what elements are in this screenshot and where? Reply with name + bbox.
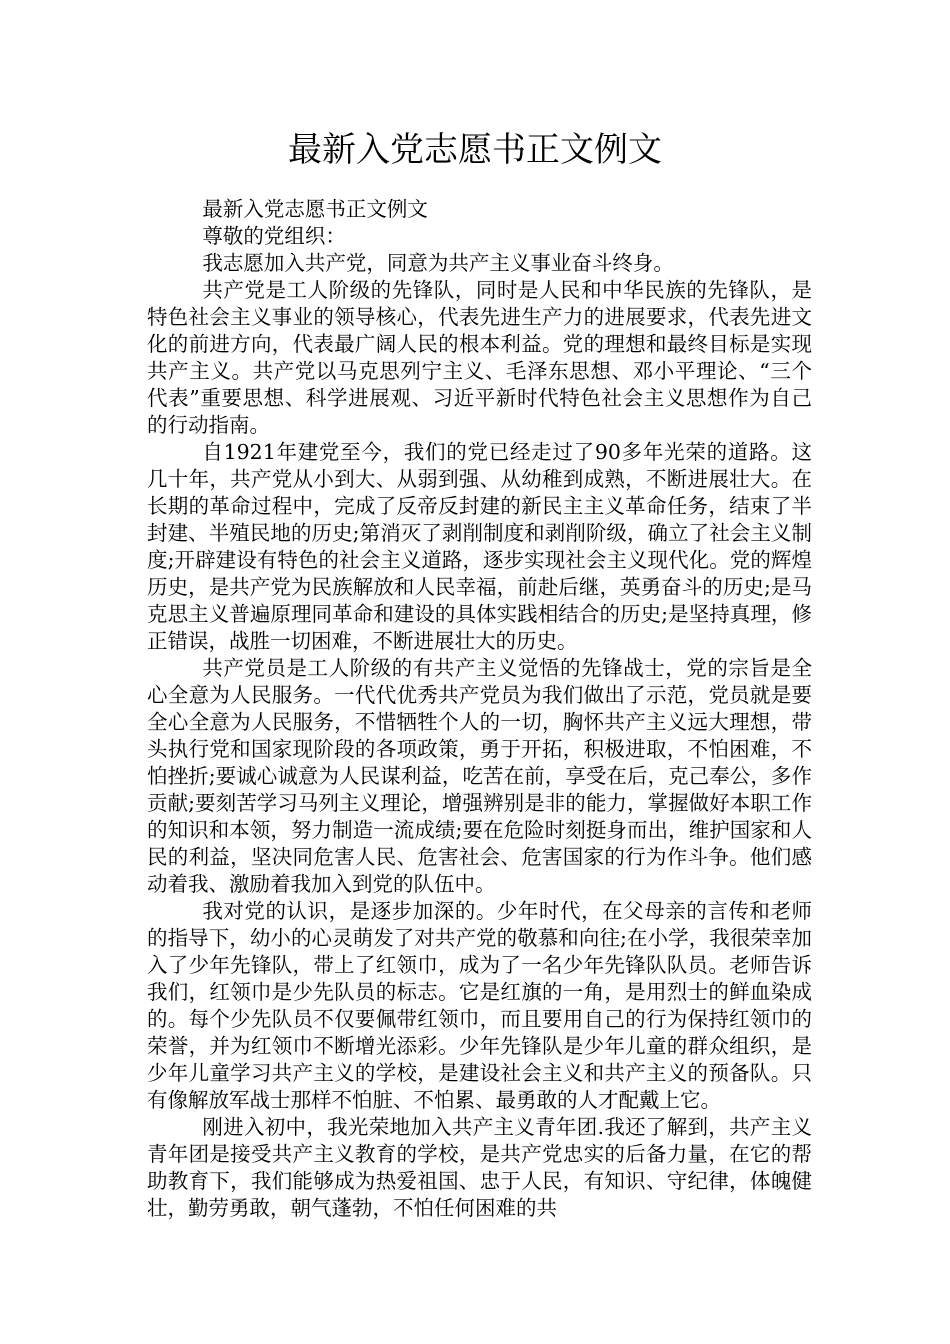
body-paragraph-pledge: 我志愿加入共产党，同意为共产主义事业奋斗终身。: [202, 251, 674, 275]
body-paragraph: 刚进入初中，我光荣地加入共产主义青年团.我还了解到，共产主义青年团是接受共产主义教育的学校，是共产党忠实的后备力量，在它的帮助教育下，我们能够成为热爱祖国、忠于人民，有知识、守纪律，体魄健壮，勤劳勇敢，朝气蓬勃，不怕任何困难的共: [147, 1115, 812, 1220]
body-paragraph: 自1921年建党至今，我们的党已经走过了90多年光荣的道路。这几十年，共产党从小到大、从弱到强、从幼稚到成熟，不断进展壮大。在长期的革命过程中，完成了反帝反封建的新民主主义革命任务，结束了半封建、半殖民地的历史;第消灭了剥削制度和剥削阶级，确立了社会主义制度;开辟建设有特色的社会主义道路，逐步实现社会主义现代化。党的辉煌历史，是共产党为民族解放和人民幸福，前赴后继，英勇奋斗的历史;是马克思主义普遍原理同革命和建设的具体实践相结合的历史;是坚持真理，修正错误，战胜一切困难，不断进展壮大的历史。: [147, 440, 812, 653]
body-paragraph-salutation: 尊敬的党组织：: [202, 224, 346, 248]
body-paragraph: 共产党是工人阶级的先锋队，同时是人民和中华民族的先锋队，是特色社会主义事业的领导核心，代表先进生产力的进展要求，代表先进文化的前进方向，代表最广阔人民的根本利益。党的理想和最终目标是实现共产主义。共产党以马克思列宁主义、毛泽东思想、邓小平理论、“三个代表”重要思想、科学进展观、习近平新时代特色社会主义思想作为自己的行动指南。: [147, 278, 812, 437]
document-title: 最新入党志愿书正文例文: [288, 130, 662, 170]
body-paragraph: 我对党的认识，是逐步加深的。少年时代，在父母亲的言传和老师的指导下，幼小的心灵萌发了对共产党的敬慕和向往;在小学，我很荣幸加入了少年先锋队，带上了红领巾，成为了一名少年先锋队队员。老师告诉我们，红领巾是少先队员的标志。它是红旗的一角，是用烈士的鲜血染成的。每个少先队员不仅要佩带红领巾，而且要用自己的行为保持红领巾的荣誉，并为红领巾不断增光添彩。少年先锋队是少年儿童的群众组织，是少年儿童学习共产主义的学校，是建设社会主义和共产主义的预备队。只有像解放军战士那样不怕脏、不怕累、最勇敢的人才配戴上它。: [147, 899, 812, 1112]
body-paragraph-heading: 最新入党志愿书正文例文: [202, 197, 428, 221]
body-paragraph: 共产党员是工人阶级的有共产主义觉悟的先锋战士，党的宗旨是全心全意为人民服务。一代代优秀共产党员为我们做出了示范，党员就是要全心全意为人民服务，不惜牺牲个人的一切，胸怀共产主义远大理想，带头执行党和国家现阶段的各项政策，勇于开拓，积极进取，不怕困难，不怕挫折;要诚心诚意为人民谋利益，吃苦在前，享受在后，克己奉公，多作贡献;要刻苦学习马列主义理论，增强辨别是非的能力，掌握做好本职工作的知识和本领，努力制造一流成绩;要在危险时刻挺身而出，维护国家和人民的利益，坚决同危害人民、危害社会、危害国家的行为作斗争。他们感动着我、激励着我加入到党的队伍中。: [147, 656, 812, 896]
document-body: [147, 196, 812, 1222]
